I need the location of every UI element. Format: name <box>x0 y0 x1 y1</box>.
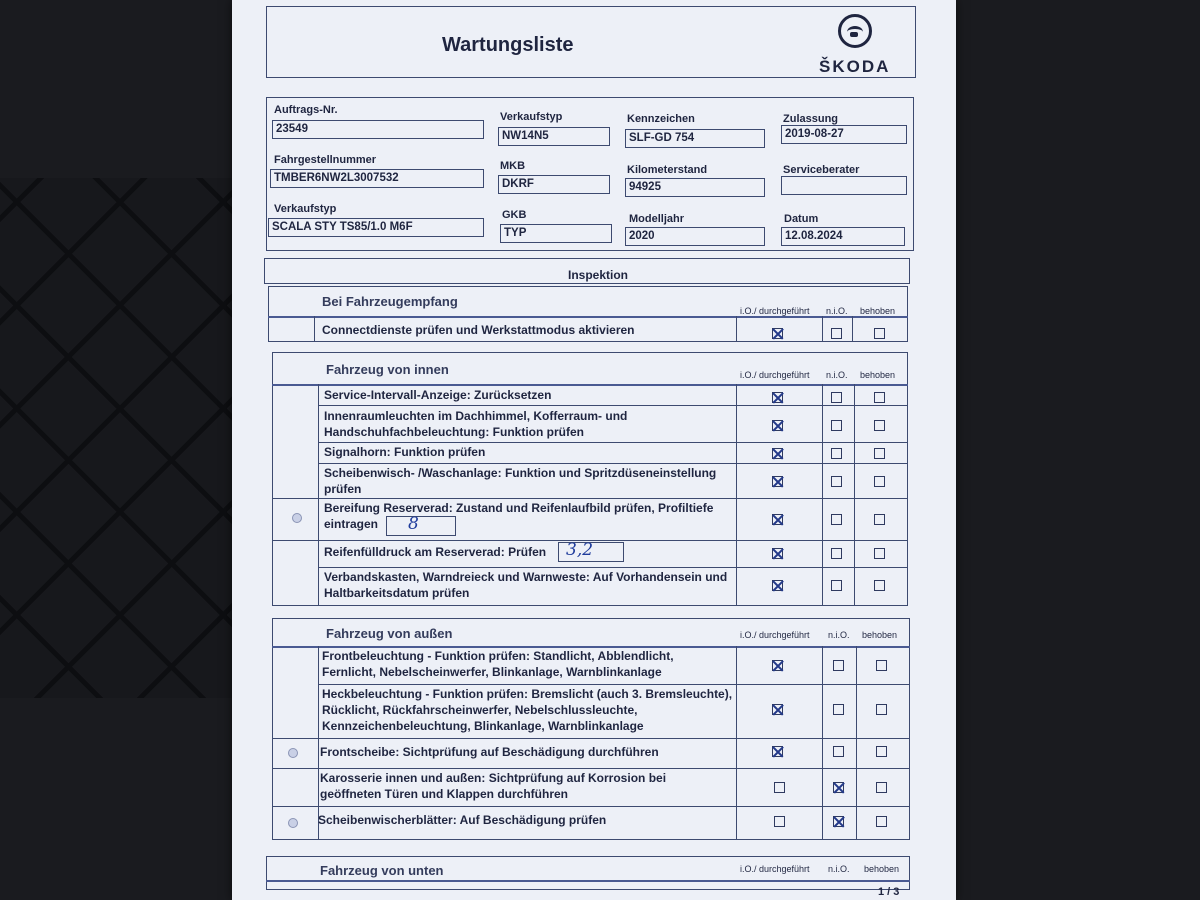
grid-line <box>822 646 823 840</box>
row-divider <box>318 405 908 406</box>
row-divider <box>318 684 910 685</box>
model-year-field: 2020 <box>625 227 765 246</box>
checkbox-behoben[interactable] <box>876 704 887 715</box>
checklist-item-text: Karosserie innen und außen: Sichtprüfung auf Korrosion bei geöffneten Türen und Klappen durchführen <box>320 771 667 801</box>
gearbox-code-field: TYP <box>500 224 612 243</box>
row-divider <box>318 442 908 443</box>
section-title: Bei Fahrzeugempfang <box>322 294 458 309</box>
checkbox-behoben[interactable] <box>874 392 885 403</box>
page-number: 1 / 3 <box>878 886 900 898</box>
brand-logo-text: ŠKODA <box>819 57 891 76</box>
license-plate-field: SLF-GD 754 <box>625 129 765 148</box>
checkbox-behoben[interactable] <box>876 746 887 757</box>
vin-field: TMBER6NW2L3007532 <box>270 169 484 188</box>
seat-fabric-background <box>0 178 240 698</box>
checkbox-behoben[interactable] <box>874 420 885 431</box>
column-header-nio: n.i.O. <box>826 370 848 380</box>
checkbox-nio[interactable] <box>833 704 844 715</box>
checkbox-io[interactable] <box>772 746 783 757</box>
grid-line <box>736 316 737 342</box>
field-label: Datum <box>784 213 819 225</box>
checkbox-io[interactable] <box>772 420 783 431</box>
checklist-item-text: Scheibenwischerblätter: Auf Beschädigung prüfen <box>318 813 607 827</box>
column-header-nio: n.i.O. <box>826 306 848 316</box>
row-divider <box>272 498 908 499</box>
checkbox-io[interactable] <box>772 580 783 591</box>
column-header-behoben: behoben <box>860 306 896 316</box>
grid-line <box>852 316 853 342</box>
checkbox-behoben[interactable] <box>874 580 885 591</box>
checkbox-behoben[interactable] <box>874 476 885 487</box>
column-header-nio: n.i.O. <box>828 630 850 640</box>
field-label: Fahrgestellnummer <box>274 154 377 166</box>
skoda-logo-icon <box>838 14 872 48</box>
grid-line <box>822 384 823 606</box>
service-advisor-field <box>781 176 907 195</box>
field-label: Zulassung <box>783 113 839 125</box>
checkbox-nio[interactable] <box>831 420 842 431</box>
field-label: Verkaufstyp <box>500 111 563 123</box>
grid-line <box>314 316 315 342</box>
field-label: MKB <box>500 160 526 172</box>
checkbox-io[interactable] <box>772 476 783 487</box>
checklist-item-text: Frontbeleuchtung - Funktion prüfen: Standlicht, Abblendlicht, Fernlicht, Nebelscheinwerfer, Blinkanlage, Warnblinkanlage <box>322 649 674 679</box>
info-bullet-icon <box>292 513 302 523</box>
grid-line <box>318 646 319 840</box>
field-label: GKB <box>502 209 527 221</box>
checkbox-io[interactable] <box>772 660 783 671</box>
date-field: 12.08.2024 <box>781 227 905 246</box>
column-header-io: i.O./ durchgeführt <box>740 864 810 874</box>
checklist-item-text: Innenraumleuchten im Dachhimmel, Kofferraum- und Handschuhfachbeleuchtung: Funktion prüfen <box>324 409 628 439</box>
column-header-io: i.O./ durchgeführt <box>740 370 810 380</box>
maintenance-sheet <box>232 0 956 900</box>
checkbox-behoben[interactable] <box>876 782 887 793</box>
checkbox-nio[interactable] <box>831 328 842 339</box>
grid-line <box>736 646 737 840</box>
column-header-io: i.O./ durchgeführt <box>740 630 810 640</box>
model-type-field: SCALA STY TS85/1.0 M6F <box>268 218 484 237</box>
checklist-item-text: Reifenfülldruck am Reserverad: Prüfen <box>324 545 547 559</box>
grid-line <box>854 384 855 606</box>
field-label: Serviceberater <box>783 164 860 176</box>
checkbox-nio[interactable] <box>831 580 842 591</box>
row-divider <box>272 738 910 739</box>
checkbox-nio[interactable] <box>833 660 844 671</box>
checklist-item-text: Bereifung Reserverad: Zustand und Reifenlaufbild prüfen, Profiltiefe eintragen <box>324 501 714 531</box>
checkbox-io[interactable] <box>772 548 783 559</box>
checkbox-behoben[interactable] <box>874 548 885 559</box>
checklist-item-text: Frontscheibe: Sichtprüfung auf Beschädigung durchführen <box>320 745 659 759</box>
checkbox-io[interactable] <box>772 448 783 459</box>
row-divider <box>318 463 908 464</box>
checkbox-io[interactable] <box>774 816 785 827</box>
checkbox-behoben[interactable] <box>874 328 885 339</box>
column-header-behoben: behoben <box>862 630 898 640</box>
row-divider <box>318 567 908 568</box>
field-label: Kilometerstand <box>627 164 708 176</box>
section-divider <box>266 880 910 882</box>
field-label: Modelljahr <box>629 213 685 225</box>
inspection-title: Inspektion <box>568 268 629 282</box>
tread-depth-handwritten: 8 <box>408 514 419 534</box>
checkbox-behoben[interactable] <box>874 448 885 459</box>
page-title: Wartungsliste <box>442 34 574 56</box>
sales-type-code-field: NW14N5 <box>498 127 610 146</box>
grid-line <box>822 316 823 342</box>
column-header-behoben: behoben <box>860 370 896 380</box>
mileage-field: 94925 <box>625 178 765 197</box>
field-label: Kennzeichen <box>627 113 695 125</box>
grid-line <box>856 646 857 840</box>
section-title: Fahrzeug von außen <box>326 626 453 641</box>
section-title: Fahrzeug von innen <box>326 362 449 377</box>
info-bullet-icon <box>288 818 298 828</box>
row-divider <box>272 768 910 769</box>
info-bullet-icon <box>288 748 298 758</box>
column-header-behoben: behoben <box>864 864 900 874</box>
checkbox-nio[interactable] <box>833 816 844 827</box>
checkbox-io[interactable] <box>772 328 783 339</box>
field-label: Auftrags-Nr. <box>274 104 338 116</box>
checkbox-io[interactable] <box>772 392 783 403</box>
checklist-item-text: Connectdienste prüfen und Werkstattmodus aktivieren <box>322 323 635 337</box>
checkbox-nio[interactable] <box>831 392 842 403</box>
checkbox-io[interactable] <box>772 704 783 715</box>
checkbox-behoben[interactable] <box>876 660 887 671</box>
section-title: Fahrzeug von unten <box>320 863 444 878</box>
checkbox-nio[interactable] <box>831 548 842 559</box>
column-header-nio: n.i.O. <box>828 864 850 874</box>
section-divider <box>268 316 908 318</box>
checkbox-nio[interactable] <box>833 746 844 757</box>
checkbox-behoben[interactable] <box>876 816 887 827</box>
checkbox-behoben[interactable] <box>874 514 885 525</box>
tire-pressure-handwritten: 3,2 <box>566 540 594 560</box>
section-divider <box>272 384 908 386</box>
registration-date-field: 2019-08-27 <box>781 125 907 144</box>
tread-depth-input[interactable] <box>386 516 456 536</box>
checkbox-io[interactable] <box>772 514 783 525</box>
checklist-item-text: Verbandskasten, Warndreieck und Warnweste: Auf Vorhandensein und Haltbarkeitsdatum prüfen <box>324 570 728 600</box>
grid-line <box>318 384 319 606</box>
row-divider <box>272 806 910 807</box>
checklist-item-text: Scheibenwisch- /Waschanlage: Funktion und Spritzdüseneinstellung prüfen <box>324 466 717 496</box>
checkbox-nio[interactable] <box>833 782 844 793</box>
field-label: Verkaufstyp <box>274 203 337 215</box>
column-header-io: i.O./ durchgeführt <box>740 306 810 316</box>
checkbox-nio[interactable] <box>831 448 842 459</box>
checkbox-nio[interactable] <box>831 476 842 487</box>
checkbox-nio[interactable] <box>831 514 842 525</box>
engine-code-field: DKRF <box>498 175 610 194</box>
checkbox-io[interactable] <box>774 782 785 793</box>
checklist-item-text: Heckbeleuchtung - Funktion prüfen: Bremslicht (auch 3. Bremsleuchte), Rücklicht, Rückfahrscheinwerfer, Nebelschlussleuchte, Kennzeichenbeleuchtung, Blinkanlage, Warnblinkanlage <box>322 687 733 733</box>
checklist-item-text: Service-Intervall-Anzeige: Zurücksetzen <box>324 388 552 402</box>
checklist-item-text: Signalhorn: Funktion prüfen <box>324 445 486 459</box>
order-number-field: 23549 <box>272 120 484 139</box>
